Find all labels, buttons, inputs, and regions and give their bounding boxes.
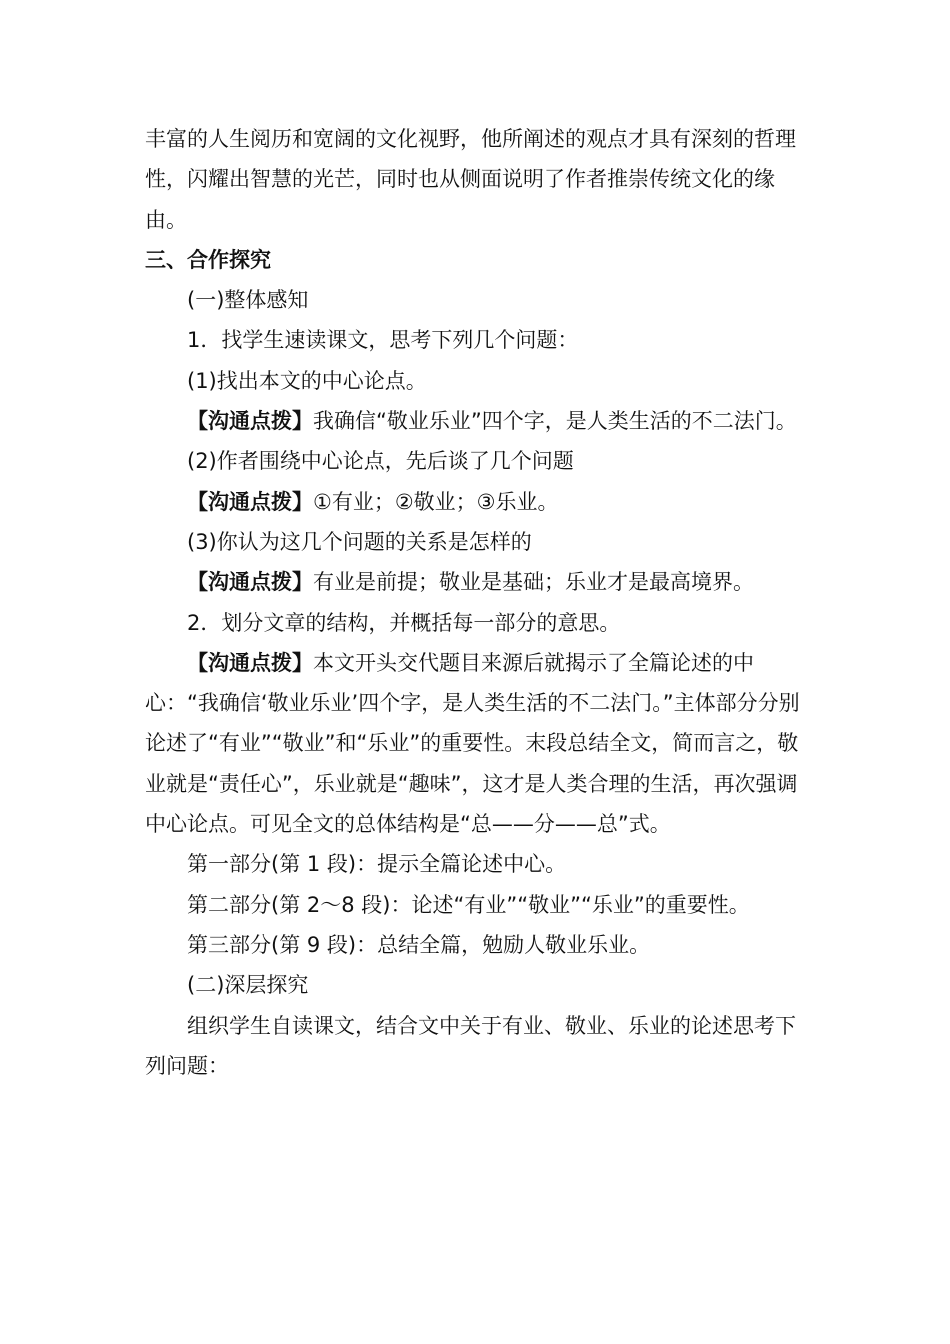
answer-text: ①有业；②敬业；③乐业。 [313, 489, 559, 514]
answer-2 [145, 643, 805, 844]
structure-part-2: 第二部分(第 2～8 段)：论述“有业”“敬业”“乐业”的重要性。 [187, 892, 750, 917]
answer-1-2 [145, 482, 805, 522]
question-3: 组织学生自读课文，结合文中关于有业、敬业、乐业的论述思考下列问题： [145, 1013, 796, 1078]
tip-label: 【沟通点拨】 [187, 489, 313, 514]
section-heading-cooperative-inquiry: 三、合作探究 [145, 247, 271, 272]
question-1-1: (1)找出本文的中心论点。 [187, 368, 427, 393]
tip-label: 【沟通点拨】 [187, 409, 313, 434]
answer-1-1 [145, 401, 805, 441]
answer-text: 我确信“敬业乐业”四个字，是人类生活的不二法门。 [313, 409, 797, 434]
answer-text: 本文开头交代题目来源后就揭示了全篇论述的中心：“我确信‘敬业乐业’四个字，是人类生活的不二法门。”主体部分分别论述了“有业”“敬业”和“乐业”的重要性。末段总结全文，简而言之，敬业就是“责任心”，乐业就是“趣味”，这才是人类合理的生活，再次强调中心论点。可见全文的总体结构是“总——分——总”式。 [145, 650, 800, 837]
question-2: 2．划分文章的结构，并概括每一部分的意思。 [187, 610, 621, 635]
subsection-heading-overall-perception: (一)整体感知 [187, 288, 309, 313]
question-1-2: (2)作者围绕中心论点，先后谈了几个问题 [187, 449, 574, 474]
structure-part-1: 第一部分(第 1 段)：提示全篇论述中心。 [187, 852, 567, 877]
answer-1-3 [145, 562, 805, 602]
subsection-heading-deep-inquiry: (二)深层探究 [187, 973, 309, 998]
question-1: 1．找学生速读课文，思考下列几个问题： [187, 328, 579, 353]
continuation-paragraph: 丰富的人生阅历和宽阔的文化视野，他所阐述的观点才具有深刻的哲理性，闪耀出智慧的光芒，同时也从侧面说明了作者推崇传统文化的缘由。 [145, 127, 796, 232]
tip-label: 【沟通点拨】 [187, 650, 313, 675]
answer-text: 有业是前提；敬业是基础；乐业才是最高境界。 [313, 570, 754, 595]
tip-label: 【沟通点拨】 [187, 570, 313, 595]
document-body [145, 119, 805, 1086]
structure-part-3: 第三部分(第 9 段)：总结全篇，勉励人敬业乐业。 [187, 932, 651, 957]
question-1-3: (3)你认为这几个问题的关系是怎样的 [187, 529, 532, 554]
